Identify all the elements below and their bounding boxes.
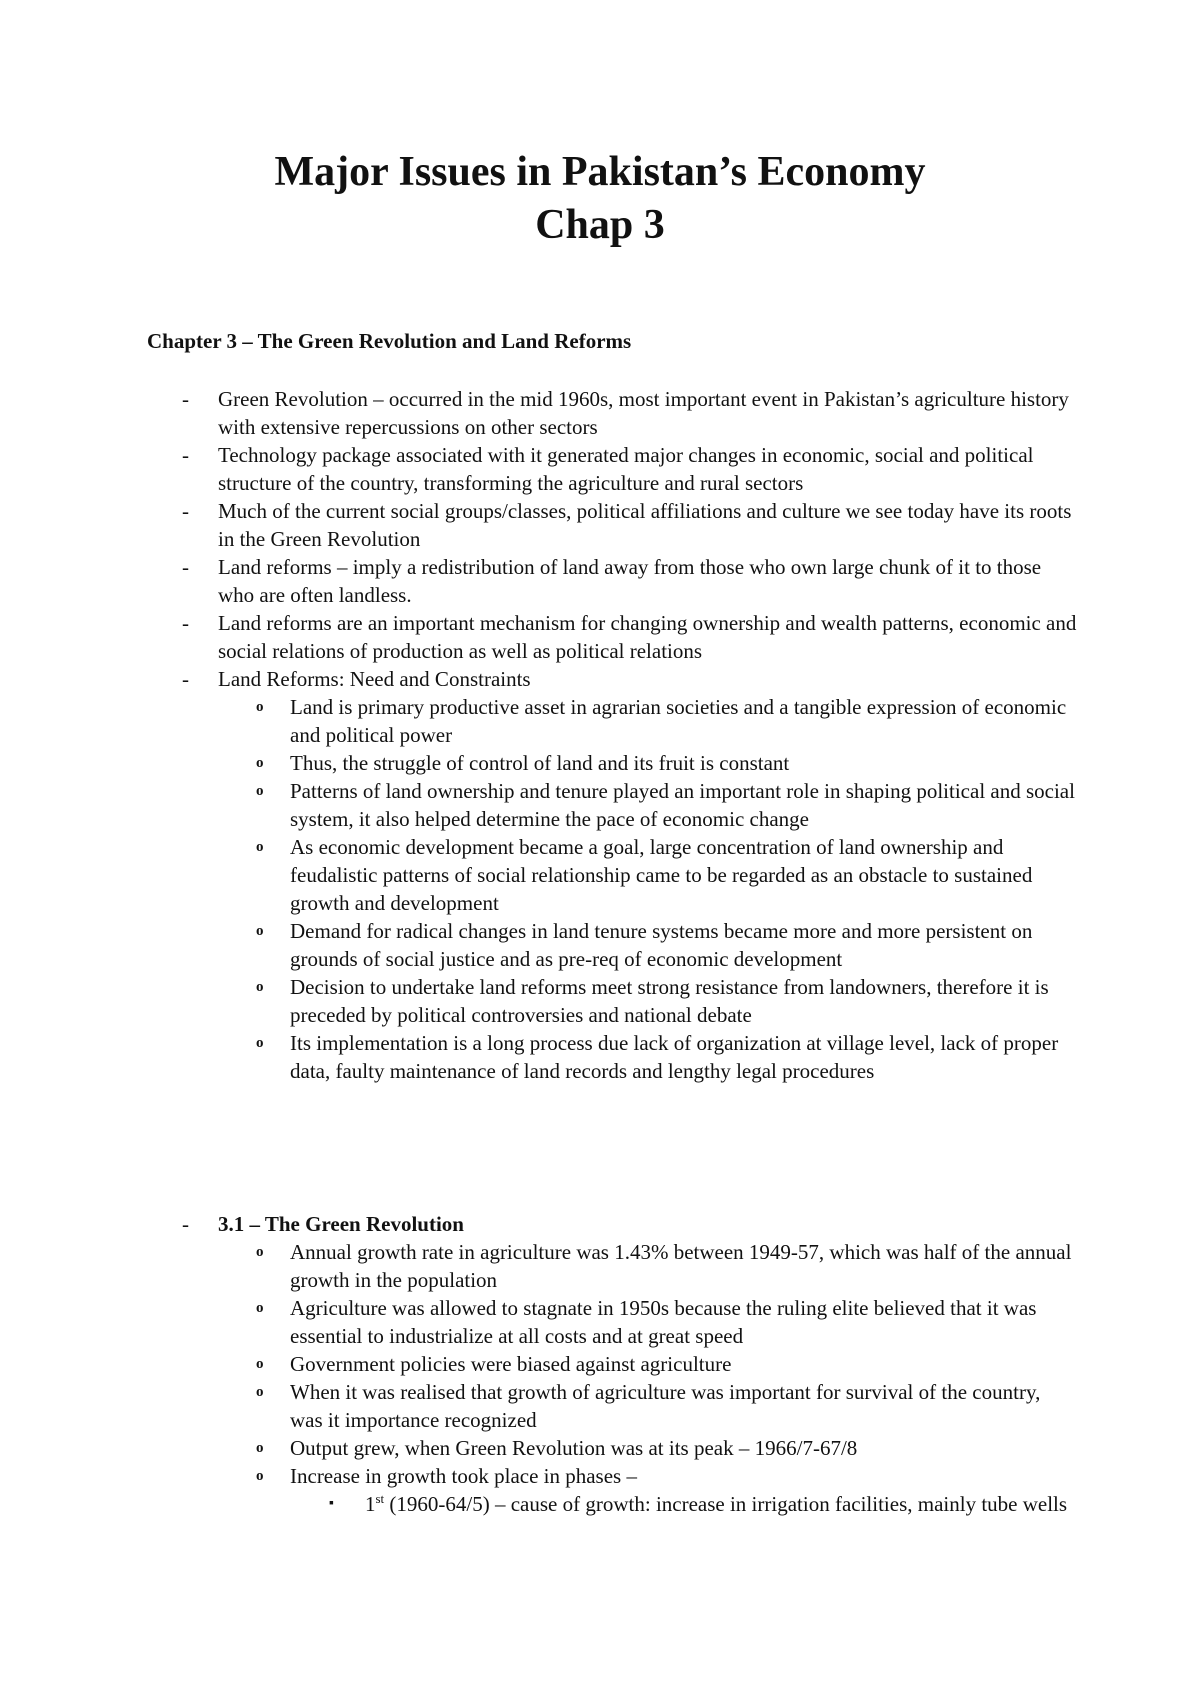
sub-list-item: o As economic development became a goal, large concentration of land ownership and feudalistic patterns of social relationship came to be regarded as an obstacle to sustained growth and development [256,835,1033,915]
green-revolution-section [178,1210,1078,1518]
chapter-heading: Chapter 3 – The Green Revolution and Land Reforms [147,329,632,353]
section-heading-green-revolution: - 3.1 – The Green Revolution [182,1212,464,1236]
sub-sub-list-item: ▪ 1st (1960-64/5) – cause of growth: increase in irrigation facilities, mainly tube wells [329,1491,1068,1516]
circle-bullet: o [256,699,264,715]
circle-bullet: o [256,839,264,855]
sub-list-item: o Increase in growth took place in phases – [256,1464,637,1488]
list-item: - Much of the current social groups/classes, political affiliations and culture we see today have its roots in the Green Revolution [182,499,1072,551]
circle-bullet: o [256,1035,264,1051]
list-item-need-constraints: - Land Reforms: Need and Constraints [182,667,531,691]
circle-bullet: o [256,1300,264,1316]
circle-bullet: o [256,1468,264,1484]
circle-bullet: o [256,755,264,771]
circle-bullet: o [256,1440,264,1456]
list-item: - Land reforms – imply a redistribution of land away from those who own large chunk of it to those who are often landless. [182,555,1042,607]
sub-list-item: o Government policies were biased against agriculture [256,1352,732,1376]
circle-bullet: o [256,1356,264,1372]
dash-bullet: - [182,499,189,523]
list-item: - Technology package associated with it generated major changes in economic, social and political structure of the country, transforming the agriculture and rural sectors [182,443,1034,495]
dash-bullet: - [182,1212,189,1236]
sub-list-item: o Its implementation is a long process due lack of organization at village level, lack of proper data, faulty maintenance of land records and lengthy legal procedures [256,1031,1059,1083]
sub-list-item: o Output grew, when Green Revolution was at its peak – 1966/7-67/8 [256,1436,858,1460]
main-bullet-list [178,385,1078,693]
dash-bullet: - [182,667,189,691]
sub-list-item: o Patterns of land ownership and tenure played an important role in shaping political and social system, it also helped determine the pace of economic change [256,779,1075,831]
need-constraints-sublist [178,693,1078,1085]
sub-list-item: o When it was realised that growth of agriculture was important for survival of the country, was it importance recognized [256,1380,1041,1432]
dash-bullet: - [182,387,189,411]
square-bullet: ▪ [329,1496,334,1511]
document-subtitle: Chap 3 [535,202,665,248]
circle-bullet: o [256,979,264,995]
sub-list-item: o Land is primary productive asset in agrarian societies and a tangible expression of economic and political power [256,695,1067,747]
sub-list-item: o Demand for radical changes in land tenure systems became more and more persistent on grounds of social justice and as pre-req of economic development [256,919,1033,971]
list-item: - Land reforms are an important mechanism for changing ownership and wealth patterns, economic and social relations of production as well as political relations [182,611,1077,663]
circle-bullet: o [256,923,264,939]
sub-list-item: o Decision to undertake land reforms meet strong resistance from landowners, therefore it is preceded by political controversies and national debate [256,975,1049,1027]
dash-bullet: - [182,611,189,635]
sub-list-item: o Annual growth rate in agriculture was 1.43% between 1949-57, which was half of the annual growth in the population [256,1240,1072,1292]
list-item: - Green Revolution – occurred in the mid 1960s, most important event in Pakistan’s agriculture history with extensive repercussions on other sectors [182,387,1069,439]
document-title: Major Issues in Pakistan’s Economy [274,149,926,195]
dash-bullet: - [182,555,189,579]
sub-list-item: o Agriculture was allowed to stagnate in 1950s because the ruling elite believed that it was essential to industrialize at all costs and at great speed [256,1296,1037,1348]
sub-list-item: o Thus, the struggle of control of land and its fruit is constant [256,751,790,775]
circle-bullet: o [256,1384,264,1400]
circle-bullet: o [256,1244,264,1260]
dash-bullet: - [182,443,189,467]
circle-bullet: o [256,783,264,799]
